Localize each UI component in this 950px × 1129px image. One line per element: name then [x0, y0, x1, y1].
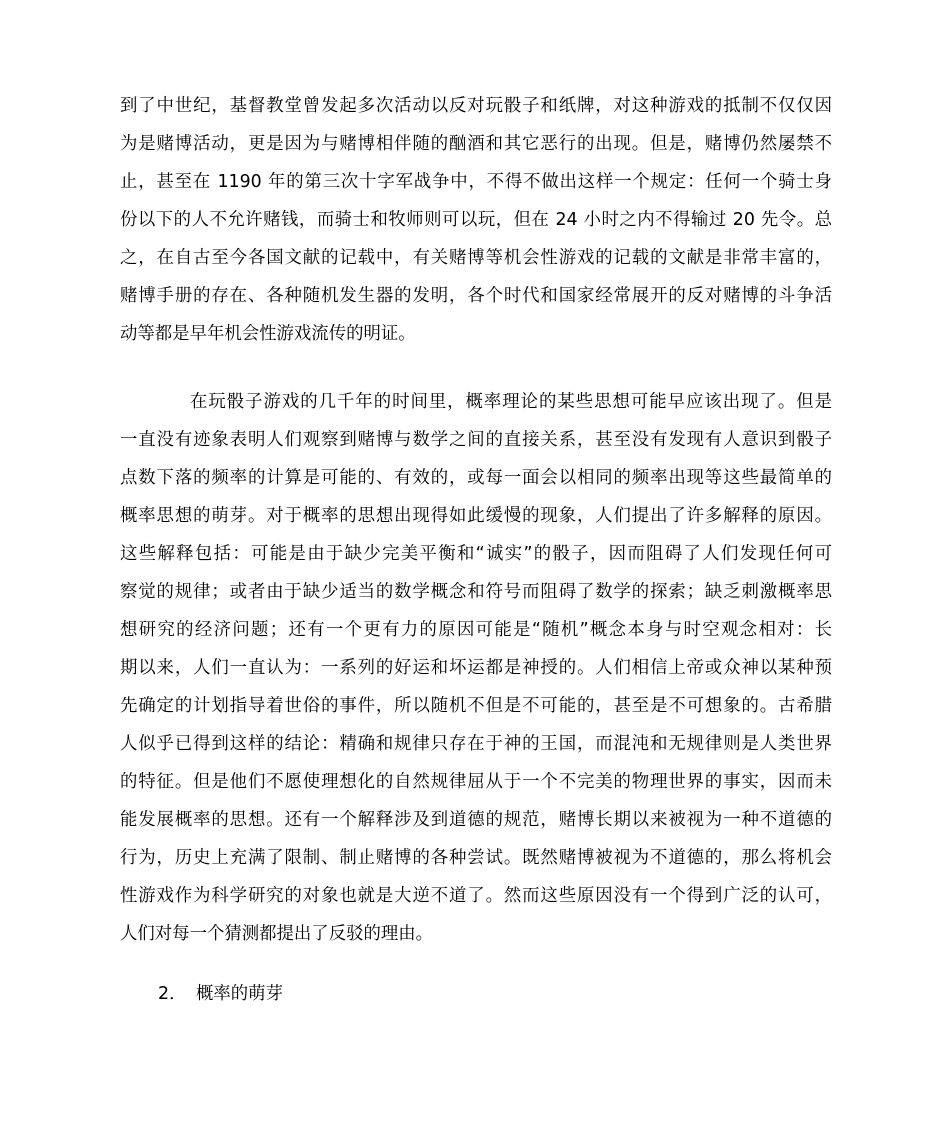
paragraph-line: 赌博手册的存在、各种随机发生器的发明，各个时代和国家经常展开的反对赌博的斗争活 [120, 286, 832, 306]
paragraph-line: 察觉的规律；或者由于缺少适当的数学概念和符号而阻碍了数学的探索；缺乏刺激概率思 [120, 582, 832, 602]
paragraph-line: 份以下的人不允许赌钱，而骑士和牧师则可以玩，但在 24 小时之内不得输过 20 先令。总 [120, 210, 832, 230]
paragraph-line: 期以来，人们一直认为：一系列的好运和坏运都是神授的。人们相信上帝或众神以某种预 [120, 658, 832, 678]
paragraph-line: 在玩骰子游戏的几千年的时间里，概率理论的某些思想可能早应该出现了。但是 [190, 392, 832, 412]
paragraph-line: 行为，历史上充满了限制、制止赌博的各种尝试。既然赌博被视为不道德的，那么将机会 [120, 848, 832, 868]
paragraph-line: 到了中世纪，基督教堂曾发起多次活动以反对玩骰子和纸牌，对这种游戏的抵制不仅仅因 [120, 96, 832, 116]
paragraph-line: 动等都是早年机会性游戏流传的明证。 [120, 324, 416, 344]
paragraph-line: 这些解释包括：可能是由于缺少完美平衡和“诚实”的骰子，因而阻碍了人们发现任何可 [120, 544, 832, 564]
paragraph-line: 能发展概率的思想。还有一个解释涉及到道德的规范，赌博长期以来被视为一种不道德的 [120, 810, 832, 830]
paragraph-line: 的特征。但是他们不愿使理想化的自然规律屈从于一个不完美的物理世界的事实，因而未 [120, 772, 832, 792]
paragraph-line: 一直没有迹象表明人们观察到赌博与数学之间的直接关系，甚至没有发现有人意识到骰子 [120, 430, 832, 450]
paragraph-line: 之，在自古至今各国文献的记载中，有关赌博等机会性游戏的记载的文献是非常丰富的， [120, 248, 832, 268]
paragraph-line: 先确定的计划指导着世俗的事件，所以随机不但是不可能的，甚至是不可想象的。古希腊 [120, 696, 832, 716]
paragraph-line: 想研究的经济问题；还有一个更有力的原因可能是“随机”概念本身与时空观念相对：长 [120, 620, 832, 640]
section-number: 2． [158, 984, 187, 1004]
paragraph-line: 人似乎已得到这样的结论：精确和规律只存在于神的王国，而混沌和无规律则是人类世界 [120, 734, 832, 754]
paragraph-line: 性游戏作为科学研究的对象也就是大逆不道了。然而这些原因没有一个得到广泛的认可， [120, 886, 832, 906]
paragraph-line: 人们对每一个猜测都提出了反驳的理由。 [120, 924, 434, 944]
section-title: 概率的萌芽 [196, 984, 283, 1004]
section-heading [158, 979, 283, 1009]
paragraph-line: 为是赌博活动，更是因为与赌博相伴随的酗酒和其它恶行的出现。但是，赌博仍然屡禁不 [120, 134, 832, 154]
paragraph-line: 点数下落的频率的计算是可能的、有效的，或每一面会以相同的频率出现等这些最简单的 [120, 468, 832, 488]
paragraph-line: 止，甚至在 1190 年的第三次十字军战争中，不得不做出这样一个规定：任何一个骑士身 [120, 172, 832, 192]
paragraph-line: 概率思想的萌芽。对于概率的思想出现得如此缓慢的现象，人们提出了许多解释的原因。 [120, 506, 832, 526]
